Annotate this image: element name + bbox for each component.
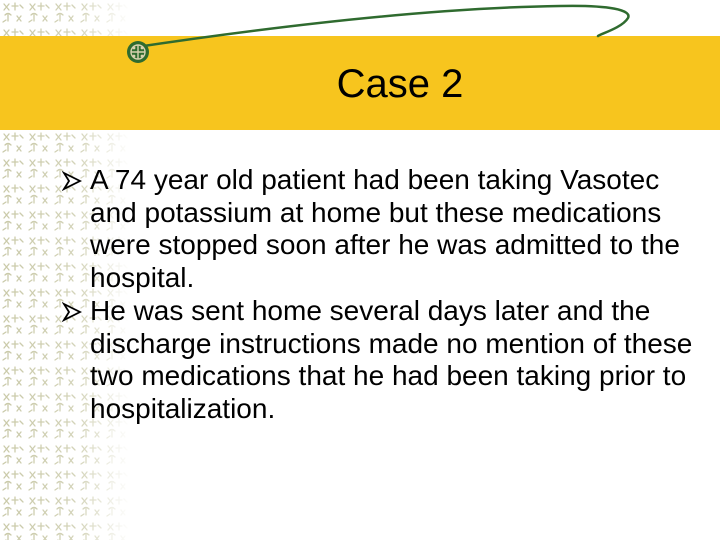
bullet-item [62,295,702,425]
bullet-text: A 74 year old patient had been taking Vasotec and potassium at home but these medications were stopped soon after he was admitted to the hospital. [90,164,680,293]
bullet-text: He was sent home several days later and the discharge instructions made no mention of these two medications that he had been taking prior to hospitalization. [90,295,693,424]
bullet-list [62,164,702,426]
slide-title: Case 2 [336,62,464,106]
bullet-item [62,164,702,294]
arrow-bullet-icon [62,171,82,191]
arrow-bullet-icon [62,302,82,322]
